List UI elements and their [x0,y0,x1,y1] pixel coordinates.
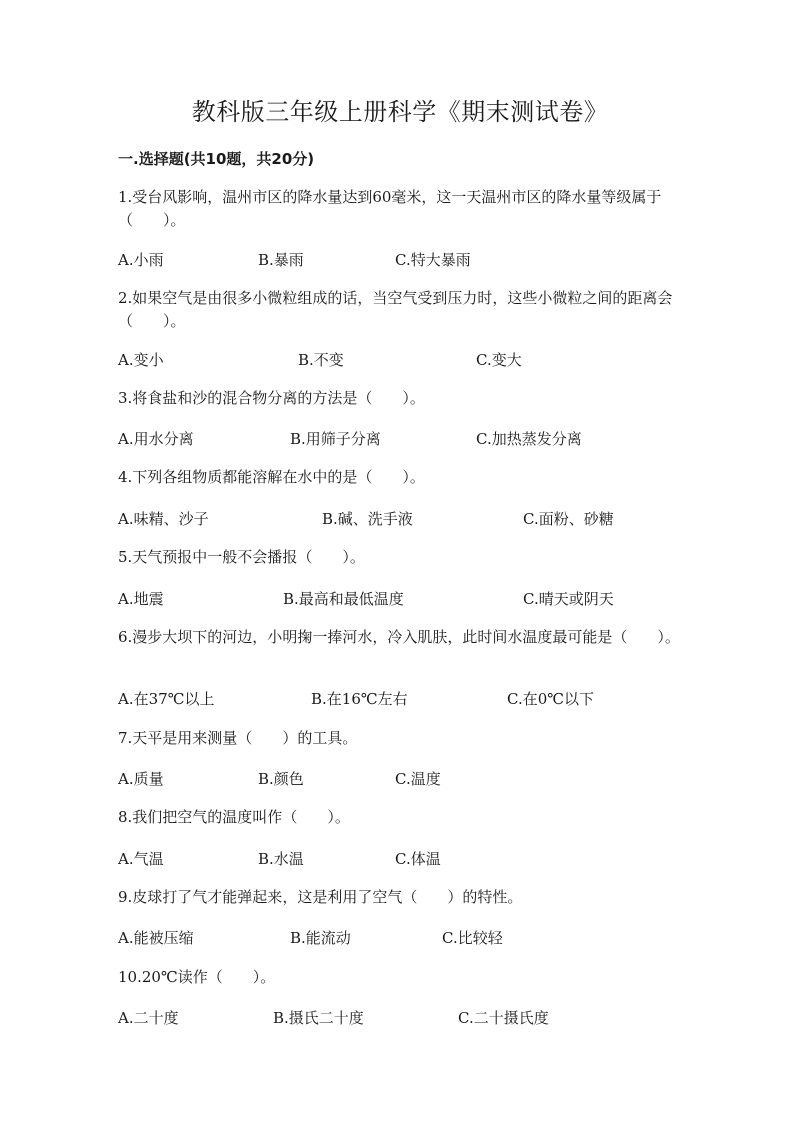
question-8: 8.我们把空气的温度叫作（ ）。 [118,808,350,826]
option-4-b: B.碱、洗手液 [322,510,413,528]
question-3: 3.将食盐和沙的混合物分离的方法是（ ）。 [118,389,425,407]
question-6: 6.漫步大坝下的河边，小明掬一捧河水，冷入肌肤，此时间水温度最可能是（ ）。 [118,628,680,646]
option-8-a: A.气温 [118,850,164,868]
question-4: 4.下列各组物质都能溶解在水中的是（ ）。 [118,468,425,486]
option-8-b: B.水温 [258,850,304,868]
option-1-c: C.特大暴雨 [395,251,471,269]
question-1: 1.受台风影响，温州市区的降水量达到60毫米，这一天温州市区的降水量等级属于（ ）。 [118,188,662,229]
option-4-c: C.面粉、砂糖 [523,510,614,528]
question-5: 5.天气预报中一般不会播报（ ）。 [118,548,365,566]
question-10: 10.20℃读作（ ）。 [118,968,276,986]
option-10-b: B.摄氏二十度 [273,1009,364,1027]
option-2-b: B.不变 [298,351,344,369]
option-2-a: A.变小 [118,351,164,369]
option-6-b: B.在16℃左右 [311,690,408,708]
question-9: 9.皮球打了气才能弹起来，这是利用了空气（ ）的特性。 [118,888,523,906]
option-3-a: A.用水分离 [118,430,194,448]
option-7-c: C.温度 [395,770,441,788]
section-heading: 一.选择题(共10题，共20分) [118,150,315,168]
option-1-a: A.小雨 [118,251,164,269]
option-10-c: C.二十摄氏度 [458,1009,549,1027]
option-9-c: C.比较轻 [442,929,503,947]
question-2: 2.如果空气是由很多小微粒组成的话，当空气受到压力时，这些小微粒之间的距离会（ ）。 [118,289,673,330]
option-6-c: C.在0℃以下 [507,690,595,708]
option-5-c: C.晴天或阴天 [523,590,614,608]
option-10-a: A.二十度 [118,1009,179,1027]
option-5-b: B.最高和最低温度 [283,590,404,608]
option-2-c: C.变大 [476,351,522,369]
option-9-a: A.能被压缩 [118,929,194,947]
option-7-b: B.颜色 [258,770,304,788]
question-7: 7.天平是用来测量（ ）的工具。 [118,729,358,747]
option-5-a: A.地震 [118,590,164,608]
page-title: 教科版三年级上册科学《期末测试卷》 [191,98,609,126]
option-3-c: C.加热蒸发分离 [476,430,582,448]
option-9-b: B.能流动 [290,929,351,947]
option-8-c: C.体温 [395,850,441,868]
option-4-a: A.味精、沙子 [118,510,209,528]
option-7-a: A.质量 [118,770,164,788]
option-3-b: B.用筛子分离 [290,430,381,448]
option-1-b: B.暴雨 [258,251,304,269]
option-6-a: A.在37℃以上 [118,690,215,708]
